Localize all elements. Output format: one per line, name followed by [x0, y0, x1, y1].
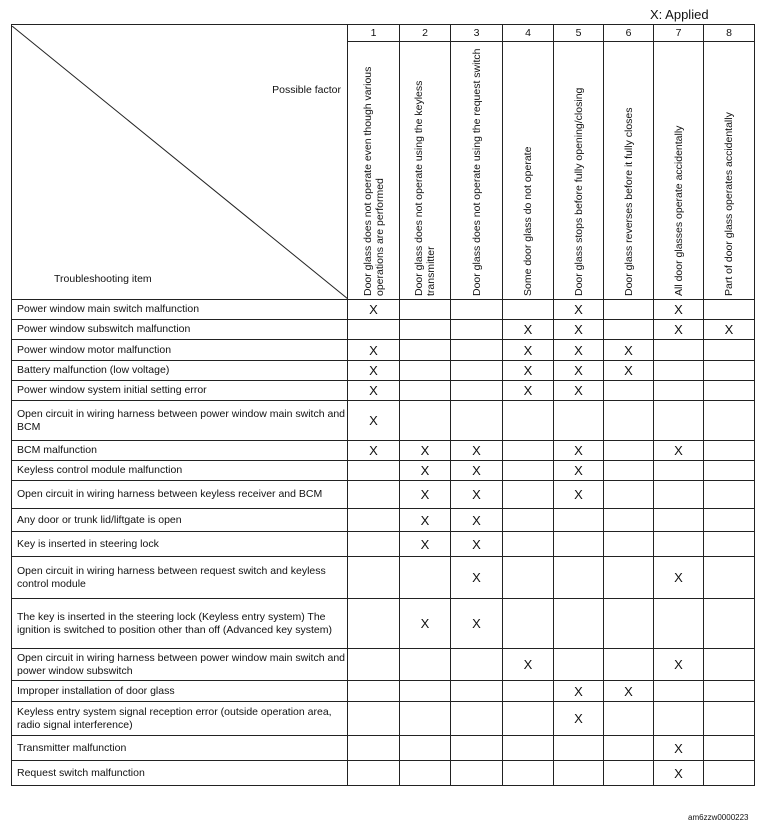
applied-mark: X — [503, 320, 554, 340]
applied-mark: X — [400, 532, 451, 557]
applied-mark — [400, 649, 451, 681]
applied-mark — [400, 736, 451, 761]
troubleshooting-item: The key is inserted in the steering lock (Keyless entry system) The ignition is switched to position other than off (Advanced key system) — [12, 599, 348, 649]
troubleshooting-item: Key is inserted in steering lock — [12, 532, 348, 557]
applied-mark — [554, 401, 604, 441]
applied-mark — [604, 481, 654, 509]
applied-mark — [654, 340, 704, 361]
applied-mark — [704, 461, 755, 481]
applied-mark: X — [400, 509, 451, 532]
applied-mark — [451, 320, 503, 340]
column-factor-label: Door glass does not operate using the request switch — [470, 48, 483, 296]
table-row — [12, 481, 755, 509]
column-factor — [654, 42, 704, 300]
applied-mark — [604, 509, 654, 532]
table-row — [12, 320, 755, 340]
applied-mark — [451, 381, 503, 401]
applied-mark — [451, 401, 503, 441]
applied-mark: X — [451, 532, 503, 557]
applied-mark — [451, 702, 503, 736]
applied-mark: X — [554, 702, 604, 736]
column-number: 8 — [704, 25, 755, 42]
column-factor-label: Some door glass do not operate — [522, 146, 534, 296]
applied-mark — [400, 681, 451, 702]
applied-mark: X — [348, 361, 400, 381]
applied-mark — [348, 599, 400, 649]
applied-mark — [704, 300, 755, 320]
applied-mark — [503, 681, 554, 702]
applied-mark: X — [451, 599, 503, 649]
table-row — [12, 761, 755, 786]
troubleshooting-item: BCM malfunction — [12, 441, 348, 461]
diagonal-line — [12, 26, 348, 299]
applied-mark: X — [348, 340, 400, 361]
troubleshooting-item-label: Troubleshooting item — [54, 272, 152, 285]
applied-mark — [348, 649, 400, 681]
column-factor-label: Door glass does not operate even though various operations are performed — [361, 66, 386, 296]
applied-mark — [554, 509, 604, 532]
applied-mark — [654, 532, 704, 557]
applied-mark — [604, 736, 654, 761]
applied-mark: X — [400, 461, 451, 481]
applied-mark — [451, 340, 503, 361]
table-row — [12, 381, 755, 401]
legend-applied: X: Applied — [650, 7, 709, 22]
troubleshooting-item: Keyless control module malfunction — [12, 461, 348, 481]
applied-mark — [503, 599, 554, 649]
applied-mark — [704, 702, 755, 736]
applied-mark: X — [451, 509, 503, 532]
applied-mark — [704, 532, 755, 557]
applied-mark: X — [554, 681, 604, 702]
applied-mark — [704, 381, 755, 401]
applied-mark — [704, 481, 755, 509]
applied-mark — [348, 702, 400, 736]
troubleshooting-item: Power window subswitch malfunction — [12, 320, 348, 340]
table-row — [12, 401, 755, 441]
applied-mark — [604, 649, 654, 681]
table-row — [12, 649, 755, 681]
applied-mark — [604, 461, 654, 481]
applied-mark — [348, 681, 400, 702]
applied-mark — [503, 736, 554, 761]
applied-mark — [348, 557, 400, 599]
header-corner — [12, 25, 348, 300]
applied-mark — [503, 532, 554, 557]
column-number: 6 — [604, 25, 654, 42]
applied-mark — [503, 401, 554, 441]
column-number-row — [12, 25, 755, 42]
applied-mark: X — [604, 681, 654, 702]
applied-mark — [704, 401, 755, 441]
column-factor — [348, 42, 400, 300]
troubleshooting-item: Power window system initial setting error — [12, 381, 348, 401]
applied-mark: X — [554, 461, 604, 481]
applied-mark: X — [654, 649, 704, 681]
applied-mark — [704, 361, 755, 381]
table-row — [12, 300, 755, 320]
troubleshooting-item: Open circuit in wiring harness between power window main switch and BCM — [12, 401, 348, 441]
column-factor-label: All door glasses operate accidentally — [672, 125, 685, 296]
applied-mark — [503, 761, 554, 786]
applied-mark — [554, 532, 604, 557]
table-row — [12, 557, 755, 599]
applied-mark — [348, 481, 400, 509]
applied-mark: X — [400, 481, 451, 509]
troubleshooting-item: Open circuit in wiring harness between keyless receiver and BCM — [12, 481, 348, 509]
troubleshooting-item: Power window motor malfunction — [12, 340, 348, 361]
applied-mark — [451, 361, 503, 381]
applied-mark — [604, 532, 654, 557]
applied-mark: X — [503, 649, 554, 681]
applied-mark — [654, 702, 704, 736]
applied-mark — [654, 509, 704, 532]
column-number: 3 — [451, 25, 503, 42]
possible-factor-label: Possible factor — [272, 83, 341, 96]
applied-mark — [704, 599, 755, 649]
troubleshooting-item: Battery malfunction (low voltage) — [12, 361, 348, 381]
column-factor — [554, 42, 604, 300]
applied-mark: X — [604, 340, 654, 361]
applied-mark — [503, 557, 554, 599]
applied-mark: X — [503, 361, 554, 381]
applied-mark — [554, 761, 604, 786]
applied-mark — [604, 320, 654, 340]
applied-mark — [704, 340, 755, 361]
applied-mark — [503, 481, 554, 509]
applied-mark — [654, 461, 704, 481]
applied-mark — [704, 557, 755, 599]
applied-mark — [604, 441, 654, 461]
troubleshooting-item: Request switch malfunction — [12, 761, 348, 786]
applied-mark — [654, 681, 704, 702]
applied-mark — [451, 300, 503, 320]
applied-mark: X — [554, 381, 604, 401]
applied-mark: X — [554, 300, 604, 320]
applied-mark — [348, 320, 400, 340]
column-factor — [451, 42, 503, 300]
applied-mark — [654, 599, 704, 649]
applied-mark: X — [554, 481, 604, 509]
table-row — [12, 461, 755, 481]
applied-mark — [503, 461, 554, 481]
applied-mark — [400, 557, 451, 599]
applied-mark — [348, 509, 400, 532]
applied-mark: X — [604, 361, 654, 381]
applied-mark — [604, 381, 654, 401]
troubleshooting-item: Open circuit in wiring harness between power window main switch and power window subswitch — [12, 649, 348, 681]
applied-mark: X — [554, 320, 604, 340]
applied-mark — [604, 761, 654, 786]
troubleshooting-item: Keyless entry system signal reception error (outside operation area, radio signal interference) — [12, 702, 348, 736]
applied-mark: X — [503, 340, 554, 361]
applied-mark — [348, 761, 400, 786]
applied-mark — [451, 681, 503, 702]
column-number: 1 — [348, 25, 400, 42]
applied-mark — [604, 599, 654, 649]
applied-mark: X — [654, 300, 704, 320]
applied-mark — [400, 340, 451, 361]
applied-mark — [704, 761, 755, 786]
table-row — [12, 441, 755, 461]
applied-mark: X — [654, 320, 704, 340]
troubleshooting-item: Improper installation of door glass — [12, 681, 348, 702]
applied-mark — [348, 736, 400, 761]
applied-mark: X — [348, 300, 400, 320]
table-row — [12, 736, 755, 761]
table-row — [12, 681, 755, 702]
column-factor — [503, 42, 554, 300]
applied-mark — [654, 381, 704, 401]
table-row — [12, 340, 755, 361]
applied-mark — [400, 320, 451, 340]
table-row — [12, 509, 755, 532]
column-factor-label: Part of door glass operates accidentally — [723, 111, 735, 296]
applied-mark — [503, 702, 554, 736]
applied-mark — [604, 401, 654, 441]
applied-mark — [400, 381, 451, 401]
applied-mark — [704, 649, 755, 681]
applied-mark: X — [451, 557, 503, 599]
table-row — [12, 599, 755, 649]
applied-mark — [704, 441, 755, 461]
applied-mark: X — [554, 361, 604, 381]
applied-mark: X — [451, 441, 503, 461]
applied-mark: X — [654, 761, 704, 786]
column-factor — [400, 42, 451, 300]
applied-mark — [503, 509, 554, 532]
column-factor-label: Door glass stops before fully opening/closing — [572, 87, 585, 296]
applied-mark — [654, 481, 704, 509]
column-factor — [704, 42, 755, 300]
applied-mark: X — [451, 461, 503, 481]
applied-mark — [604, 300, 654, 320]
applied-mark — [654, 361, 704, 381]
troubleshooting-item: Any door or trunk lid/liftgate is open — [12, 509, 348, 532]
applied-mark — [604, 557, 654, 599]
column-factor-label: Door glass does not operate using the keyless transmitter — [413, 80, 437, 296]
applied-mark: X — [654, 736, 704, 761]
applied-mark — [451, 761, 503, 786]
applied-mark — [554, 599, 604, 649]
applied-mark: X — [348, 381, 400, 401]
column-number: 7 — [654, 25, 704, 42]
table-row — [12, 361, 755, 381]
applied-mark: X — [654, 441, 704, 461]
applied-mark — [654, 401, 704, 441]
troubleshooting-item: Open circuit in wiring harness between request switch and keyless control module — [12, 557, 348, 599]
column-factor-label: Door glass reverses before it fully closes — [622, 107, 635, 296]
table-row — [12, 532, 755, 557]
column-number: 5 — [554, 25, 604, 42]
applied-mark — [400, 300, 451, 320]
applied-mark — [503, 441, 554, 461]
applied-mark: X — [554, 441, 604, 461]
applied-mark — [704, 736, 755, 761]
applied-mark — [604, 702, 654, 736]
figure-id: am6zzw0000223 — [688, 813, 749, 822]
applied-mark — [451, 649, 503, 681]
applied-mark: X — [503, 381, 554, 401]
applied-mark — [400, 702, 451, 736]
applied-mark: X — [348, 401, 400, 441]
applied-mark: X — [704, 320, 755, 340]
troubleshooting-table — [11, 24, 755, 786]
applied-mark: X — [654, 557, 704, 599]
applied-mark — [554, 736, 604, 761]
applied-mark: X — [451, 481, 503, 509]
troubleshooting-item: Power window main switch malfunction — [12, 300, 348, 320]
troubleshooting-item: Transmitter malfunction — [12, 736, 348, 761]
table-row — [12, 702, 755, 736]
applied-mark: X — [348, 441, 400, 461]
applied-mark — [348, 532, 400, 557]
column-factor — [604, 42, 654, 300]
applied-mark: X — [400, 441, 451, 461]
applied-mark — [400, 761, 451, 786]
applied-mark — [451, 736, 503, 761]
applied-mark — [554, 649, 604, 681]
applied-mark — [704, 681, 755, 702]
column-number: 2 — [400, 25, 451, 42]
applied-mark — [503, 300, 554, 320]
applied-mark: X — [554, 340, 604, 361]
applied-mark — [704, 509, 755, 532]
applied-mark — [400, 361, 451, 381]
applied-mark — [348, 461, 400, 481]
column-number: 4 — [503, 25, 554, 42]
applied-mark — [400, 401, 451, 441]
applied-mark: X — [400, 599, 451, 649]
applied-mark — [554, 557, 604, 599]
